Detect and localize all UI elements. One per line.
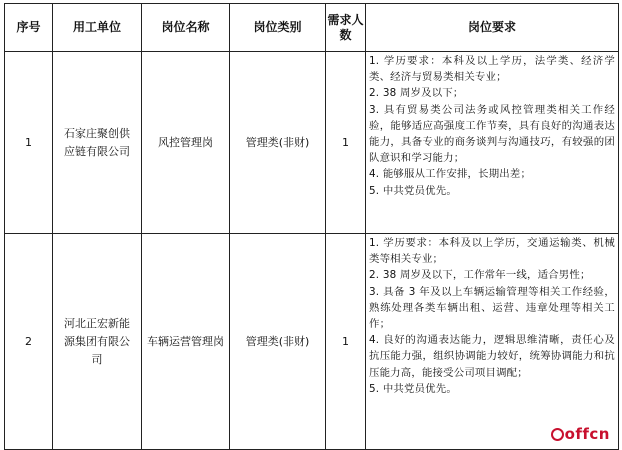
cell-count: 1 [326, 234, 366, 450]
recruitment-table [4, 3, 619, 450]
requirement-item: 5. 中共党员优先。 [369, 382, 457, 395]
header-row [5, 4, 619, 52]
cell-position: 风控管理岗 [142, 52, 230, 234]
header-position: 岗位名称 [142, 4, 230, 52]
requirement-item: 4. 良好的沟通表达能力，逻辑思维清晰，责任心及抗压能力强，组织协调能力较好，统筹协调能力和抗压能力高，能接受公司项目调配； [369, 334, 615, 379]
header-requirements: 岗位要求 [366, 4, 619, 52]
cell-position: 车辆运营管理岗 [142, 234, 230, 450]
cell-category: 管理类(非财) [230, 234, 326, 450]
table-row [5, 234, 619, 450]
cell-unit: 河北正宏新能源集团有限公司 [64, 316, 130, 366]
requirement-item: 3. 具有贸易类公司法务或风控管理类相关工作经验，能够适应高强度工作节奏，具有良好的沟通表达能力，具备专业的商务谈判与沟通技巧，有较强的团队意识和学习能力； [369, 103, 615, 165]
table-row [5, 52, 619, 234]
cell-unit: 石家庄聚创供应链有限公司 [64, 126, 130, 158]
requirement-item: 2. 38 周岁及以下； [369, 87, 464, 100]
requirement-item: 3. 具备 3 年及以上车辆运输管理等相关工作经验，熟练处理各类车辆出租、运营、违章处理等相关工作； [369, 285, 615, 331]
cell-seq: 2 [5, 234, 53, 450]
cell-category: 管理类(非财) [230, 52, 326, 234]
header-unit: 用工单位 [53, 4, 142, 52]
requirement-item: 5. 中共党员优先。 [369, 184, 457, 197]
requirement-item: 2. 38 周岁及以下，工作常年一线，适合男性； [369, 269, 591, 282]
offcn-watermark [551, 425, 610, 443]
requirement-item: 1. 学历要求：本科及以上学历，法学类、经济学类、经济与贸易类相关专业； [369, 55, 615, 84]
logo-ring-icon [551, 428, 564, 441]
header-category: 岗位类别 [230, 4, 326, 52]
watermark-text: offcn [564, 425, 610, 443]
requirement-item: 4. 能够服从工作安排，长期出差； [369, 168, 532, 181]
cell-requirements [366, 52, 619, 234]
requirement-item: 1. 学历要求：本科及以上学历，交通运输类、机械类等相关专业； [369, 237, 615, 266]
header-count: 需求人数 [326, 4, 366, 52]
cell-requirements [366, 234, 619, 450]
cell-count: 1 [326, 52, 366, 234]
cell-seq: 1 [5, 52, 53, 234]
header-seq: 序号 [5, 4, 53, 52]
